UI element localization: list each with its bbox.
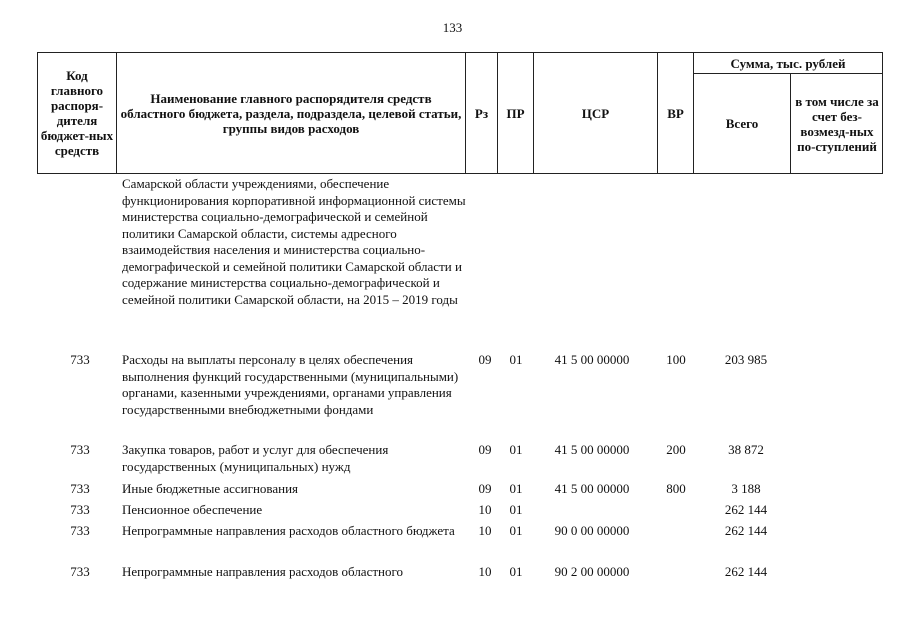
row-code: 733 [70, 523, 90, 538]
row-rz: 10 [478, 523, 492, 538]
row-pr: 01 [509, 352, 523, 367]
row-csr: 41 5 00 00000 [554, 352, 630, 367]
row-name: Расходы на выплаты персоналу в целях обеспечения выполнения функций государственными (муниципальными) органами, казенными учреждениями, органами управления государственными внебюджетными фондами [122, 352, 459, 417]
row-total: 262 144 [724, 502, 768, 517]
row-rz: 10 [478, 502, 492, 517]
row-pr: 01 [509, 481, 523, 496]
row-code: 733 [70, 481, 90, 496]
row-total: 262 144 [724, 523, 768, 538]
row-pr: 01 [509, 523, 523, 538]
header-sum: Сумма, тыс. рублей [730, 55, 846, 71]
row-name: Иные бюджетные ассигнования [122, 481, 299, 496]
row-csr: 90 2 00 00000 [554, 564, 630, 579]
row-pr: 01 [509, 564, 523, 579]
row-name: Закупка товаров, работ и услуг для обеспечения государственных (муниципальных) нужд [122, 442, 389, 474]
row-rz: 09 [478, 352, 492, 367]
row-code: 733 [70, 502, 90, 517]
header-pr: ПР [506, 105, 525, 121]
header-gratuitous: в том числе за счет без-возмезд-ных по-ступлений [795, 93, 879, 154]
row-total: 262 144 [724, 564, 768, 579]
row-name: Самарской области учреждениями, обеспечение функционирования корпоративной информационной системы министерства социально-демографической и семейной политики Самарской области, системы адресного взаимодействия населения и министерства социально-демографической и семейной политики Самарской области и содержание министерства социально-демографической и семейной политики Самарской области, на 2015 – 2019 годы [122, 176, 466, 307]
header-csr: ЦСР [581, 105, 610, 121]
row-csr: 41 5 00 00000 [554, 481, 630, 496]
row-pr: 01 [509, 502, 523, 517]
row-code: 733 [70, 564, 90, 579]
row-name: Непрограммные направления расходов областного [122, 564, 403, 579]
header-rz: Рз [474, 105, 489, 121]
row-csr: 90 0 00 00000 [554, 523, 630, 538]
row-pr: 01 [509, 442, 523, 457]
row-rz: 09 [478, 481, 492, 496]
row-total: 203 985 [724, 352, 768, 367]
header-total: Всего [725, 116, 759, 131]
row-rz: 09 [478, 442, 492, 457]
row-name: Непрограммные направления расходов областного бюджета [122, 523, 455, 538]
row-rz: 10 [478, 564, 492, 579]
row-code: 733 [70, 352, 90, 367]
row-vr: 200 [666, 442, 686, 457]
row-total: 38 872 [728, 442, 764, 457]
row-vr: 800 [666, 481, 686, 496]
page-number: 133 [442, 20, 463, 35]
row-vr: 100 [666, 352, 686, 367]
header-code: Код главного распоря-дителя бюджет-ных средств [40, 68, 114, 158]
row-code: 733 [70, 442, 90, 457]
row-csr: 41 5 00 00000 [554, 442, 630, 457]
header-name: Наименование главного распорядителя средств областного бюджета, раздела, подраздела, целевой статьи, группы видов расходов [120, 90, 462, 136]
row-name: Пенсионное обеспечение [122, 502, 263, 517]
table-header [37, 52, 883, 174]
row-total: 3 188 [731, 481, 761, 496]
header-vr: ВР [667, 105, 684, 121]
